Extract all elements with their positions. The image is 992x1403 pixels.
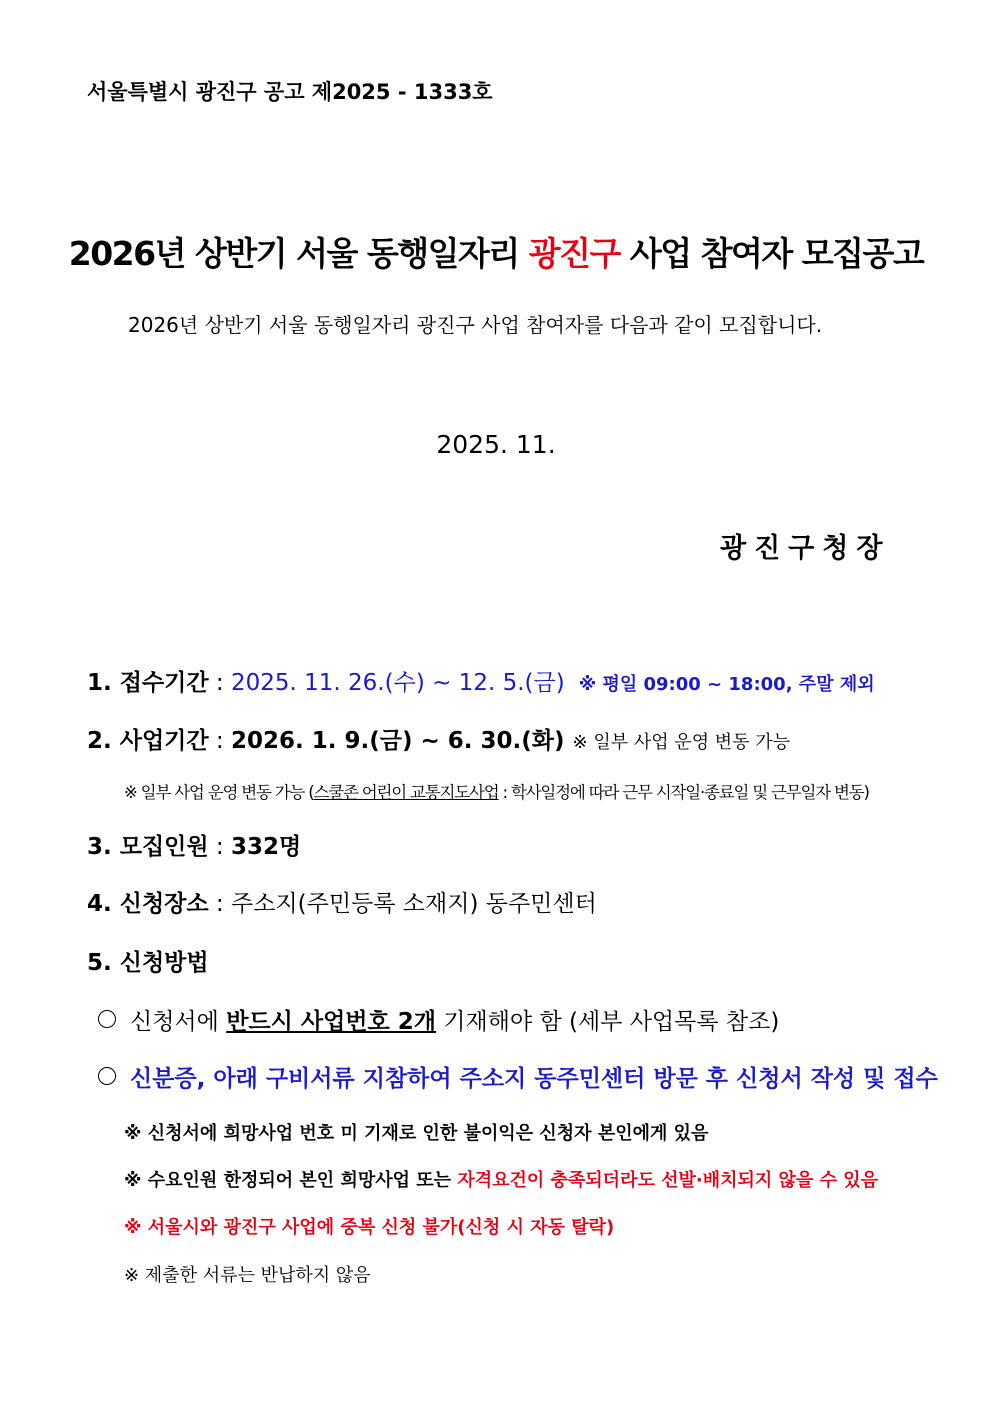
title-part1: 2026년 상반기 서울 동행일자리 <box>68 234 529 273</box>
note-text: ※ 수요인원 한정되어 본인 희망사업 또는 <box>124 1170 458 1191</box>
detail-prefix: ※ 일부 사업 운영 변동 가능 ( <box>124 783 314 802</box>
section-separator: : <box>208 728 231 754</box>
section-application-place <box>87 885 597 918</box>
section-label: 2. 사업기간 <box>87 728 209 754</box>
circle-bullet-icon <box>98 1067 116 1085</box>
page-title <box>0 228 992 275</box>
section-application-method <box>87 944 209 977</box>
note-item: ※ 신청서에 희망사업 번호 미 기재로 인한 불이익은 신청자 본인에게 있음 <box>124 1123 709 1144</box>
bullet-prefix: 신청서에 <box>130 1009 227 1035</box>
title-highlight: 광진구 <box>528 234 620 273</box>
circle-bullet-icon <box>98 1010 116 1028</box>
recruit-count-value: 332명 <box>231 834 302 860</box>
project-period-note: ※ 일부 사업 운영 변동 가능 <box>572 732 791 753</box>
project-period-value: 2026. 1. 9.(금) ~ 6. 30.(화) <box>231 728 565 754</box>
section-label: 5. 신청방법 <box>87 950 209 976</box>
section-project-period <box>87 722 790 755</box>
section-recruit-count <box>87 828 301 861</box>
section-separator: : <box>208 891 231 917</box>
application-period-note: ※ 평일 09:00 ~ 18:00, 주말 제외 <box>578 674 875 695</box>
note-item: ※ 제출한 서류는 반납하지 않음 <box>124 1265 371 1286</box>
detail-underlined: 스쿨존 어린이 교통지도사업 <box>313 783 499 802</box>
section-application-period <box>87 664 875 697</box>
notice-date: 2025. 11. <box>436 430 556 459</box>
title-part2: 사업 참여자 모집공고 <box>619 234 924 273</box>
project-period-detail <box>124 779 869 803</box>
bullet-item <box>98 1060 938 1093</box>
bullet-suffix: 기재해야 함 (세부 사업목록 참조) <box>435 1009 780 1035</box>
section-label: 4. 신청장소 <box>87 891 209 917</box>
application-place-value: 주소지(주민등록 소재지) 동주민센터 <box>231 891 597 917</box>
section-label: 3. 모집인원 <box>87 834 209 860</box>
section-separator: : <box>208 670 231 696</box>
bullet-item <box>98 1003 779 1036</box>
note-item <box>124 1166 878 1192</box>
section-label: 1. 접수기간 <box>87 670 209 696</box>
detail-suffix: : 학사일정에 따라 근무 시작일·종료일 및 근무일자 변동) <box>498 783 869 802</box>
bullet-emphasis: 반드시 사업번호 2개 <box>226 1009 436 1035</box>
notice-number: 서울특별시 광진구 공고 제2025 - 1333호 <box>87 80 493 104</box>
signer: 광진구청장 <box>720 533 891 564</box>
intro-text: 2026년 상반기 서울 동행일자리 광진구 사업 참여자를 다음과 같이 모집합니다. <box>128 313 823 337</box>
application-period-value: 2025. 11. 26.(수) ~ 12. 5.(금) <box>231 670 565 696</box>
note-item: ※ 서울시와 광진구 사업에 중복 신청 불가(신청 시 자동 탈락) <box>124 1217 615 1238</box>
section-separator: : <box>208 834 231 860</box>
bullet-text: 신분증, 아래 구비서류 지참하여 주소지 동주민센터 방문 후 신청서 작성 및 접수 <box>130 1066 938 1092</box>
note-warning: 자격요건이 충족되더라도 선발·배치되지 않을 수 있음 <box>457 1170 879 1191</box>
